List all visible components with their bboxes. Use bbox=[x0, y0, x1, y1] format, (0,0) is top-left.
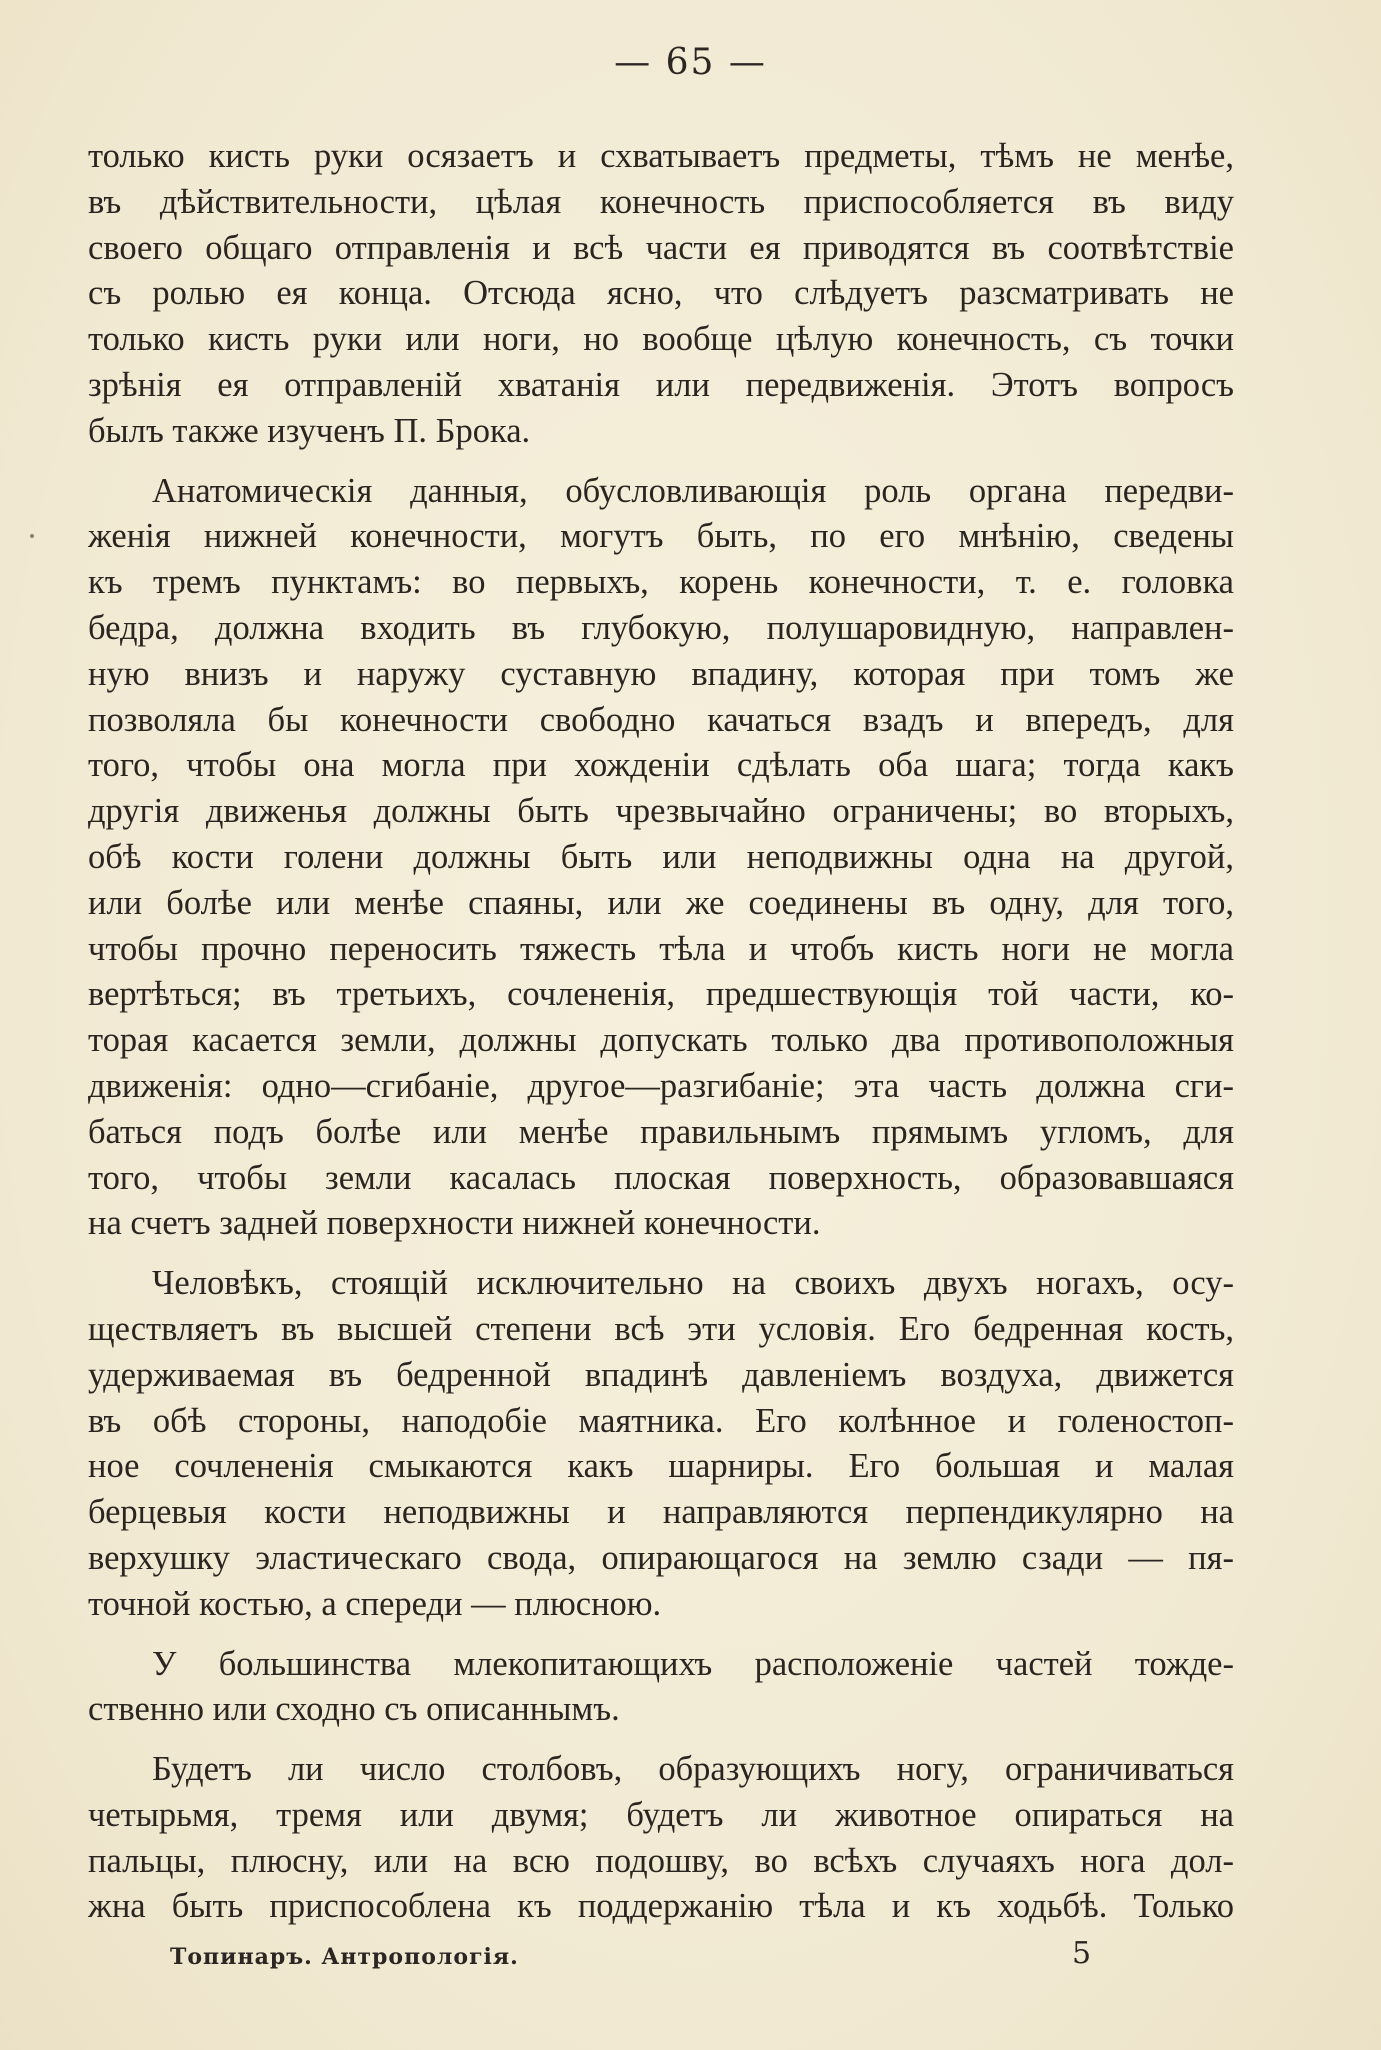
page-number: — 65 — bbox=[614, 42, 767, 83]
text-line: Анатомическія данныя, обусловливающія роль органа передви- bbox=[152, 471, 1234, 510]
text-line: или болѣе или менѣе спаяны, или же соединены въ одну, для того, bbox=[88, 883, 1234, 922]
paragraph bbox=[88, 469, 1234, 1248]
text-line: обѣ кости голени должны быть или неподвижны одна на другой, bbox=[88, 837, 1234, 876]
text-line: въ дѣйствительности, цѣлая конечность приспособляется въ виду bbox=[88, 182, 1234, 221]
text-line: торая касается земли, должны допускать только два противоположныя bbox=[88, 1021, 1234, 1060]
text-line: женія нижней конечности, могутъ быть, по его мнѣнію, сведены bbox=[88, 517, 1234, 556]
text-line: только кисть руки или ноги, но вообще цѣлую конечность, съ точки bbox=[88, 320, 1234, 359]
text-line: Человѣкъ, стоящій исключительно на своихъ двухъ ногахъ, осу- bbox=[152, 1264, 1234, 1303]
text-line: того, чтобы земли касалась плоская поверхность, образовавшаяся bbox=[88, 1158, 1234, 1197]
text-line: на счетъ задней поверхности нижней конечности. bbox=[88, 1204, 821, 1243]
paper-speck bbox=[30, 534, 34, 538]
text-line: жна быть приспособлена къ поддержанію тѣла и къ ходьбѣ. Только bbox=[88, 1887, 1234, 1926]
text-line: четырьмя, тремя или двумя; будетъ ли животное опираться на bbox=[88, 1795, 1234, 1834]
paragraph bbox=[88, 1747, 1234, 1930]
text-line: только кисть руки осязаетъ и схватываетъ предметы, тѣмъ не менѣе, bbox=[88, 137, 1234, 175]
text-line: баться подъ болѣе или менѣе правильнымъ прямымъ угломъ, для bbox=[88, 1112, 1234, 1151]
text-line: бедра, должна входить въ глубокую, полушаровидную, направлен- bbox=[88, 608, 1234, 647]
footer-sheet-number: 5 bbox=[1072, 1936, 1092, 1971]
text-line: чтобы прочно переносить тяжесть тѣла и чтобъ кисть ноги не могла bbox=[88, 929, 1234, 968]
text-line: удерживаемая въ бедренной впадинѣ давленіемъ воздуха, движется bbox=[88, 1355, 1234, 1394]
text-line: вертѣться; въ третьихъ, сочлененія, предшествующія той части, ко- bbox=[88, 975, 1234, 1014]
text-line: другія движенья должны быть чрезвычайно ограничены; во вторыхъ, bbox=[88, 792, 1234, 831]
body-text bbox=[88, 134, 1234, 1944]
paragraph bbox=[88, 134, 1234, 455]
text-line: того, чтобы она могла при хожденіи сдѣлать оба шага; тогда какъ bbox=[88, 746, 1234, 785]
text-line: Будетъ ли число столбовъ, образующихъ ногу, ограничиваться bbox=[152, 1750, 1234, 1789]
text-line: верхушку эластическаго свода, опирающагося на землю сзади — пя- bbox=[88, 1538, 1234, 1577]
text-line: ществляетъ въ высшей степени всѣ эти условія. Его бедренная кость, bbox=[88, 1309, 1234, 1348]
paragraph bbox=[88, 1642, 1234, 1734]
text-line: былъ также изученъ П. Брока. bbox=[88, 411, 531, 450]
text-line: берцевыя кости неподвижны и направляются перпендикулярно на bbox=[88, 1493, 1234, 1532]
text-line: къ тремъ пунктамъ: во первыхъ, корень конечности, т. е. головка bbox=[88, 563, 1234, 602]
text-line: въ обѣ стороны, наподобіе маятника. Его колѣнное и голеностоп- bbox=[88, 1401, 1234, 1440]
text-line: своего общаго отправленія и всѣ части ея приводятся въ соотвѣтствіе bbox=[88, 228, 1234, 267]
text-line: ную внизъ и наружу суставную впадину, которая при томъ же bbox=[88, 654, 1234, 693]
paragraph bbox=[88, 1261, 1234, 1627]
text-line: зрѣнія ея отправленій хватанія или передвиженія. Этотъ вопросъ bbox=[88, 365, 1234, 404]
text-line: пальцы, плюсну, или на всю подошву, во всѣхъ случаяхъ нога дол- bbox=[88, 1841, 1234, 1880]
text-line: У большинства млекопитающихъ расположеніе частей тожде- bbox=[152, 1644, 1234, 1683]
text-line: ственно или сходно съ описаннымъ. bbox=[88, 1690, 620, 1729]
text-line: позволяла бы конечности свободно качаться взадъ и впередъ, для bbox=[88, 700, 1234, 739]
text-line: точной костью, а спереди — плюсною. bbox=[88, 1584, 662, 1623]
text-line: ное сочлененія смыкаются какъ шарниры. Его большая и малая bbox=[88, 1447, 1234, 1486]
footer-signature: Топинаръ. Антропологія. bbox=[170, 1944, 519, 1970]
text-line: движенія: одно—сгибаніе, другое—разгибаніе; эта часть должна сги- bbox=[88, 1066, 1234, 1105]
text-line: съ ролью ея конца. Отсюда ясно, что слѣдуетъ разсматривать не bbox=[88, 274, 1234, 313]
